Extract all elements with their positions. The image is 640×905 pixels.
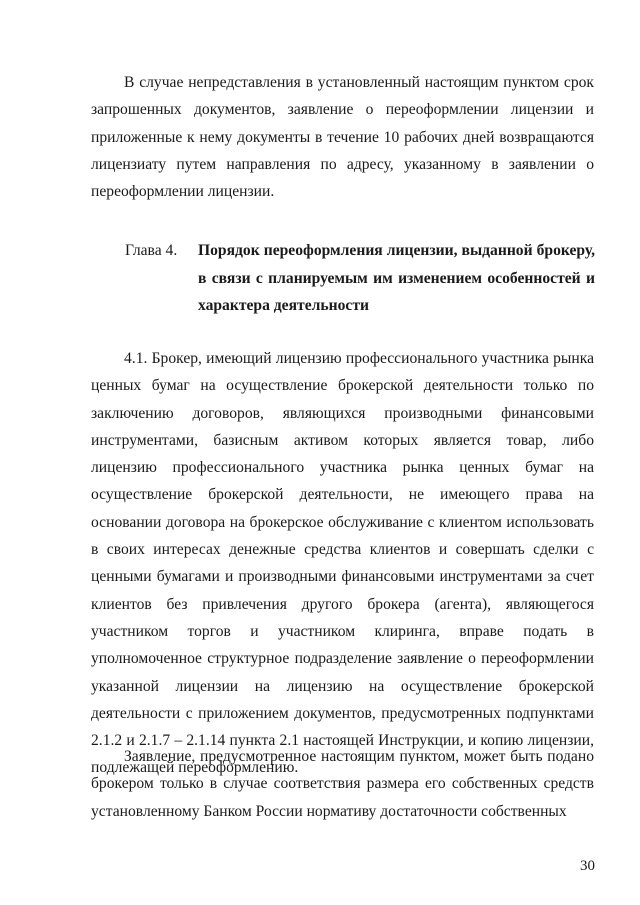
paragraph-application: Заявление, предусмотренное настоящим пунктом, может быть подано брокером только в случае соответствия размера его собственных средств установленному Банком России нормативу достаточности собственных [91,748,594,820]
chapter-title: Порядок переоформления лицензии, выданной брокеру, в связи с планируемым им изменением особенностей и характера деятельности [198,242,595,314]
chapter-heading [125,237,595,320]
paragraph-returned-documents: В случае непредставления в установленный настоящим пунктом срок запрошенных документов, заявление о переоформлении лицензии и приложенные к нему документы в течение 10 рабочих дней возвращаются лицензиату путем направления по адресу, указанному в заявлении о переоформлении лицензии. [91,74,594,201]
chapter-label: Глава 4. [125,242,178,259]
page-number: 30 [580,858,595,874]
paragraph-4-1: 4.1. Брокер, имеющий лицензию профессионального участника рынка ценных бумаг на осуществление брокерской деятельности только по заключению договоров, являющихся производными финансовыми инструментами, базисным активом которых является товар, либо лицензию профессионального участника рынка ценных бумаг на осуществление брокерской деятельности, не имеющего права на основании договора на брокерское обслуживание с клиентом использовать в своих интересах денежные средства клиентов и совершать сделки с ценными бумагами и производными финансовыми инструментами за счет клиентов без привлечения другого брокера (агента), являющегося участником торгов и участником клиринга, вправе подать в уполномоченное структурное подразделение заявление о переоформлении указанной лицензии на лицензию на осуществление брокерской деятельности с приложением документов, предусмотренных подпунктами 2.1.2 и 2.1.7 – 2.1.14 пункта 2.1 настоящей Инструкции, и копию лицензии, подлежащей переоформлению. [91,350,594,777]
